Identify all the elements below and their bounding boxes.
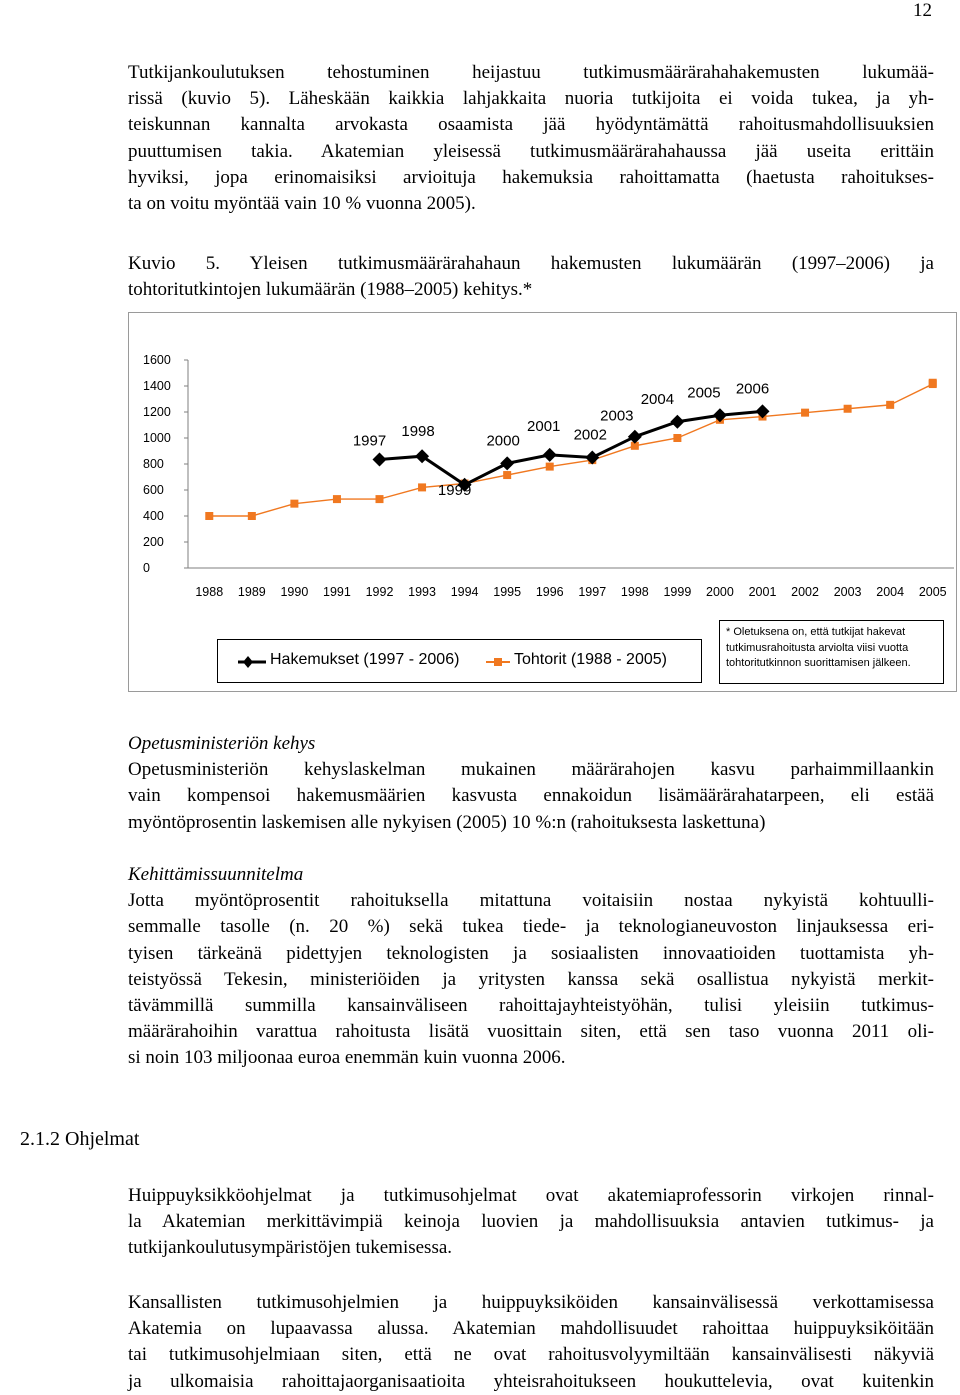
x-tick-label: 2004 [876,585,905,599]
data-point-tohtorit [673,434,681,442]
data-point-hakemukset [670,415,684,429]
legend-label-tohtorit: Tohtorit (1988 - 2005) [514,651,667,668]
x-tick-label: 1995 [493,585,522,599]
x-tick-label: 1997 [578,585,607,599]
data-point-label: 2001 [527,417,561,435]
data-point-label: 1998 [401,423,435,441]
text-line: vain kompensoi hakemusmäärien kasvusta ennakoidun lisämäärärahatarpeen, eli estää [128,785,934,807]
data-point-hakemukset [713,408,727,422]
x-tick-label: 1993 [408,585,436,599]
x-tick-label: 1991 [323,585,351,599]
data-point-tohtorit [886,401,894,409]
data-point-label: 2003 [600,407,634,425]
subsection-heading: Kehittämissuunnitelma [128,864,304,885]
data-point-label: 2006 [735,380,770,398]
plan-section [128,862,934,1072]
text-line: Huippuyksikköohjelmat ja tutkimusohjelmat ovat akatemiaprofessorin virkojen rinnal- [128,1185,934,1206]
text-line: Akatemia on lupaavassa alussa. Akatemian mahdollisuudet rahoittaa huippuyksiköitään [128,1318,934,1340]
text-line: teiskunnan kannalta arvokasta osaamista jää hyödyntämättä rahoitusmahdollisuuksien [128,114,934,136]
data-point-tohtorit [844,405,852,413]
x-tick-label: 2005 [918,585,947,599]
figure-caption [128,251,934,303]
y-tick-label: 600 [143,483,164,497]
data-point-hakemukset [500,456,514,470]
data-point-tohtorit [333,495,341,503]
text-line: tutkijankoulutusympäristöjen tukemisessa. [128,1237,453,1259]
footnote-line: * Oletuksena on, että tutkijat hakevat [726,626,906,638]
x-tick-label: 2000 [706,585,734,599]
x-tick-label: 1990 [280,585,309,599]
x-tick-label: 2002 [791,585,819,599]
text-line: semmalle tasolle (n. 20 %) sekä tukea tiede- ja teknologianeuvoston linjauksessa eri- [128,916,934,938]
chart-figure [128,312,957,692]
data-point-tohtorit [801,409,809,417]
y-tick-label: 1600 [143,353,171,367]
legend-label-hakemukset: Hakemukset (1997 - 2006) [270,651,460,668]
x-tick-label: 2001 [748,585,777,599]
ministry-section [128,731,934,836]
data-point-hakemukset [373,452,387,466]
series-line-hakemukset [380,411,763,484]
y-tick-label: 1200 [143,405,171,419]
text-line: myöntöprosentin laskemisen alle nykyisen (2005) 10 %:n (rahoituksesta laskettuna) [128,811,766,833]
subsection-heading: Opetusministeriön kehys [128,733,316,754]
footnote-line: tutkimusrahoitusta arviolta viisi vuotta [726,641,909,654]
chart-legend [217,639,702,683]
y-tick-label: 1400 [143,379,171,393]
data-point-label: 2005 [687,384,721,402]
x-tick-label: 2003 [833,585,862,599]
chart-footnote [719,620,944,684]
data-point-hakemukset [628,430,642,444]
text-line: ta on voitu myöntää vain 10 % vuonna 2005). [128,193,476,215]
legend-square-icon [494,658,502,666]
text-line: Jotta myöntöprosentit rahoituksella mitattuna voitaisiin nostaa nykyistä kohtuulli- [128,890,934,912]
text-line: puuttumisen takia. Akatemian yleisessä tutkimusmäärärahahaussa jää useita erittäin [128,140,934,162]
text-line: määrärahoihin varattua rahoitusta lisätä vuosittain siten, että sen taso vuonna 2011 oli- [128,1021,934,1043]
data-point-tohtorit [248,512,256,520]
y-tick-label: 200 [143,535,164,549]
y-tick-label: 400 [143,509,164,523]
text-line: tai tutkimusohjelmiaan siten, että ne ovat rahoitusvolyymiltään kansainvälisesti näkyviä [128,1344,934,1366]
y-tick-label: 1000 [143,431,171,445]
data-point-tohtorit [546,463,554,471]
x-tick-label: 1998 [620,585,649,599]
x-tick-label: 1992 [365,585,394,599]
x-tick-label: 1999 [663,585,692,599]
y-tick-label: 0 [143,561,150,575]
section-heading: 2.1.2 Ohjelmat [20,1128,140,1150]
data-point-tohtorit [503,471,511,479]
text-line: hyviksi, jopa erinomaisiksi arvioituja hakemuksia rahoittamatta (haetusta rahoitukses- [128,166,934,188]
data-point-tohtorit [290,500,298,508]
y-tick-label: 800 [143,457,164,471]
x-tick-label: 1994 [450,585,479,599]
data-point-hakemukset [585,451,599,465]
text-line: teistyössä Tekesin, ministeriöiden ja yritysten kanssa sekä osallistua nykyistä merkit- [128,968,934,990]
text-line: Kansallisten tutkimusohjelmien ja huippuyksiköiden kansainvälisessä verkottamisessa [128,1292,934,1313]
x-tick-label: 1988 [195,585,224,599]
text-line: Opetusministeriön kehyslaskelman mukainen määrärahojen kasvu parhaimmillaankin [128,759,934,781]
text-line: tohtoritutkintojen lukumäärän (1988–2005) kehitys.* [128,279,533,301]
text-line: si noin 103 miljoonaa euroa enemmän kuin vuonna 2006. [128,1047,566,1069]
data-point-tohtorit [376,495,384,503]
intro-paragraph [128,60,934,217]
text-line: tyisen tärkeänä pidettyjen teknologisten ja sosiaalisten innovaatioiden tuottamista yh- [128,942,934,964]
text-line: ja ulkomaisia rahoittajaorganisaatioita yhteisrahoitukseen houkuttelevia, ovat kuitenkin [128,1370,934,1392]
programs-paragraph [128,1183,934,1262]
data-point-tohtorit [929,379,937,387]
page-number: 12 [913,0,932,21]
series-line-tohtorit [209,383,932,516]
text-line: Tutkijankoulutuksen tehostuminen heijastuu tutkimusmäärärahahakemusten lukumää- [128,62,934,83]
data-point-label: 2000 [486,432,520,450]
footnote-line: tohtoritutkinnon suorittamisen jälkeen. [726,657,911,669]
data-point-label: 2002 [573,426,607,444]
data-point-hakemukset [543,448,557,462]
data-point-tohtorit [205,512,213,520]
data-point-label: 1999 [437,481,472,499]
data-point-label: 1997 [352,432,387,450]
data-point-tohtorit [418,483,426,491]
x-tick-label: 1989 [237,585,266,599]
national-programs-paragraph [128,1290,934,1395]
data-point-label: 2004 [640,390,675,408]
x-tick-label: 1996 [535,585,564,599]
text-line: Kuvio 5. Yleisen tutkimusmäärärahahaun hakemusten lukumäärän (1997–2006) ja [128,253,934,274]
text-line: rissä (kuvio 5). Läheskään kaikkia lahjakkaita nuoria tutkijoita ei voida tukea, ja yh- [128,88,934,110]
legend-diamond-icon [243,656,253,668]
text-line: tävämmillä summilla kansainväliseen rahoittajayhteistyöhän, tulisi yleisiin tutkimus- [128,995,934,1017]
text-line: la Akatemian merkittävimpiä keinoja luovien ja mahdollisuuksia antavien tutkimus- ja [128,1211,934,1233]
